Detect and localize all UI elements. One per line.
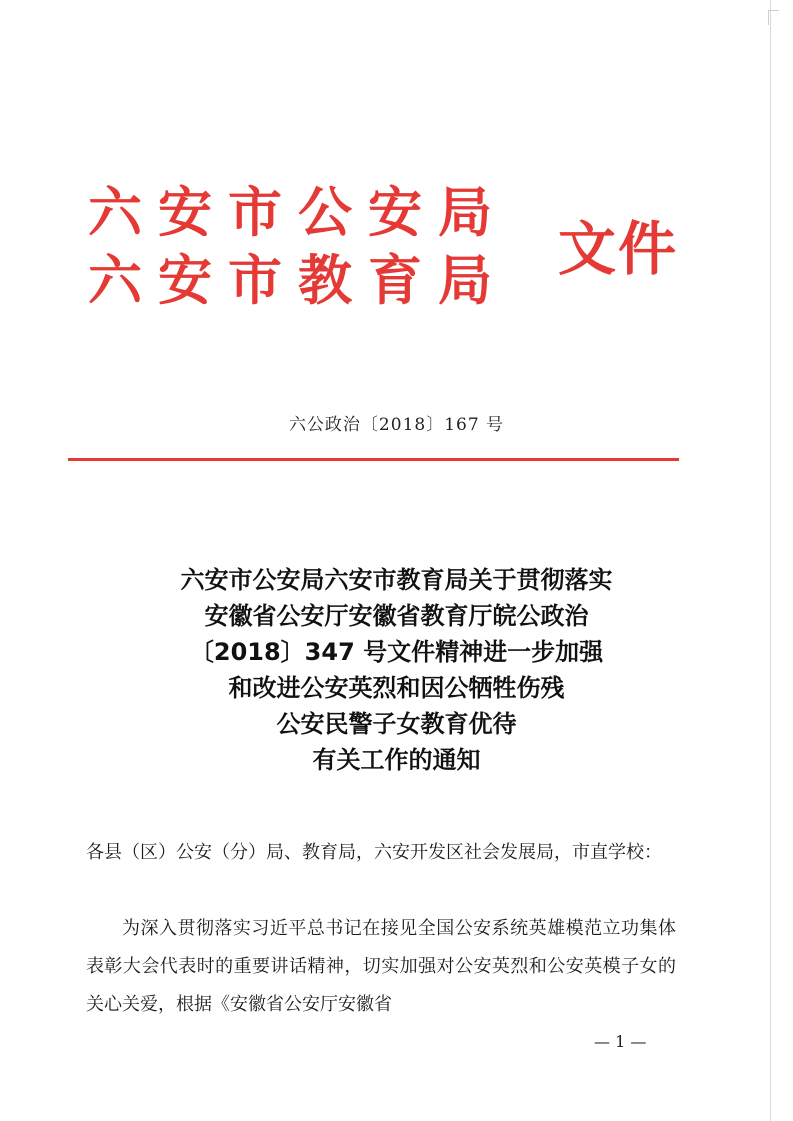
- page-edge-line: [770, 0, 771, 1121]
- title-line: 〔2018〕347 号文件精神进一步加强: [189, 638, 604, 666]
- body-paragraph: 为深入贯彻落实习近平总书记在接见全国公安系统英雄模范立功集体表彰大会代表时的重要讲话精神，切实加强对公安英烈和公安英模子女的关心关爱，根据《安徽省公安厅安徽省: [86, 918, 676, 1015]
- salutation: 各县（区）公安（分）局、教育局，六安开发区社会发展局，市直学校：: [86, 842, 662, 863]
- title-line: 安徽省公安厅安徽省教育厅皖公政治: [204, 602, 589, 630]
- document-header: [88, 180, 688, 330]
- issuer-public-security-bureau: 六安市公安局: [88, 180, 508, 244]
- title-line: 公安民警子女教育优待: [276, 710, 517, 738]
- title-line: 和改进公安英烈和因公牺牲伤残: [228, 674, 565, 702]
- red-separator-line: [68, 458, 679, 461]
- title-line: 有关工作的通知: [312, 746, 481, 774]
- document-title: [0, 562, 793, 778]
- page-number: — 1 —: [594, 1032, 647, 1051]
- scan-corner-mark: [768, 10, 779, 25]
- title-line: 六安市公安局六安市教育局关于贯彻落实: [180, 566, 613, 594]
- document-type-label: 文件: [558, 215, 679, 283]
- document-number: 六公政治〔2018〕167 号: [288, 415, 505, 435]
- issuer-education-bureau: 六安市教育局: [88, 248, 508, 312]
